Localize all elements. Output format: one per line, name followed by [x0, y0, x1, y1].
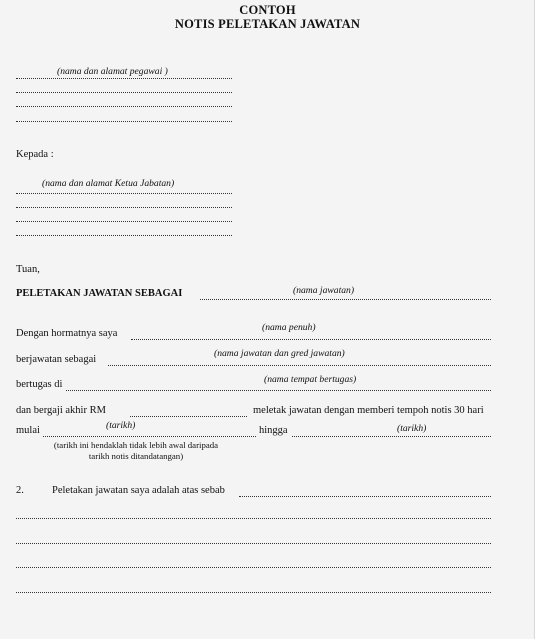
- recipient-line-3: [16, 221, 232, 222]
- p2-line-3: [16, 567, 491, 568]
- p2-line-2: [16, 543, 491, 544]
- p1-line5-dots-2: [292, 436, 491, 437]
- employee-line-2: [16, 92, 232, 93]
- p1-line1-dots: [131, 339, 491, 340]
- p1-line1-prefix: Dengan hormatnya saya: [16, 328, 118, 339]
- p1-line2-dots: [108, 365, 491, 366]
- subject-label: PELETAKAN JAWATAN SEBAGAI: [16, 288, 183, 299]
- p2-number: 2.: [16, 485, 24, 496]
- subject-line: [200, 299, 491, 300]
- p1-line4-b: meletak jawatan dengan memberi tempoh notis 30 hari: [253, 405, 484, 416]
- p1-line5-hint-2: (tarikh): [397, 423, 427, 434]
- recipient-hint: (nama dan alamat Ketua Jabatan): [42, 178, 175, 189]
- p1-line5-dots-1: [43, 436, 256, 437]
- p1-line5-mid: hingga: [259, 425, 288, 436]
- p1-line3-dots: [66, 390, 491, 391]
- document-subtitle: NOTIS PELETAKAN JAWATAN: [174, 17, 361, 31]
- employee-hint: (nama dan alamat pegawai ): [57, 66, 168, 77]
- p1-line3-hint: (nama tempat bertugas): [264, 374, 357, 385]
- employee-line-4: [16, 121, 232, 122]
- document-title: CONTOH: [239, 3, 296, 17]
- p1-line3-prefix: bertugas di: [16, 379, 63, 390]
- recipient-line-4: [16, 235, 232, 236]
- salutation: Tuan,: [16, 264, 40, 275]
- employee-line-1: [16, 78, 232, 79]
- p2-line-4: [16, 592, 491, 593]
- p2-line-0: [239, 496, 491, 497]
- recipient-label: Kepada :: [16, 149, 54, 160]
- p1-line5-hint: (tarikh): [106, 420, 136, 431]
- p1-line4-dots: [130, 416, 247, 417]
- subject-hint: (nama jawatan): [293, 285, 355, 296]
- p1-line1-hint: (nama penuh): [262, 322, 316, 333]
- recipient-line-1: [16, 193, 232, 194]
- p1-line2-prefix: berjawatan sebagai: [16, 354, 97, 365]
- recipient-line-2: [16, 207, 232, 208]
- p1-line2-hint: (nama jawatan dan gred jawatan): [214, 348, 345, 359]
- p1-line4-a: dan bergaji akhir RM: [16, 405, 106, 416]
- p1-line5-prefix: mulai: [16, 425, 40, 436]
- p2-line-1: [16, 518, 491, 519]
- p2-text: Peletakan jawatan saya adalah atas sebab: [52, 485, 225, 496]
- p1-date-note: (tarikh ini hendaklah tidak lebih awal daripada tarikh notis ditandatangan): [53, 440, 219, 461]
- employee-line-3: [16, 106, 232, 107]
